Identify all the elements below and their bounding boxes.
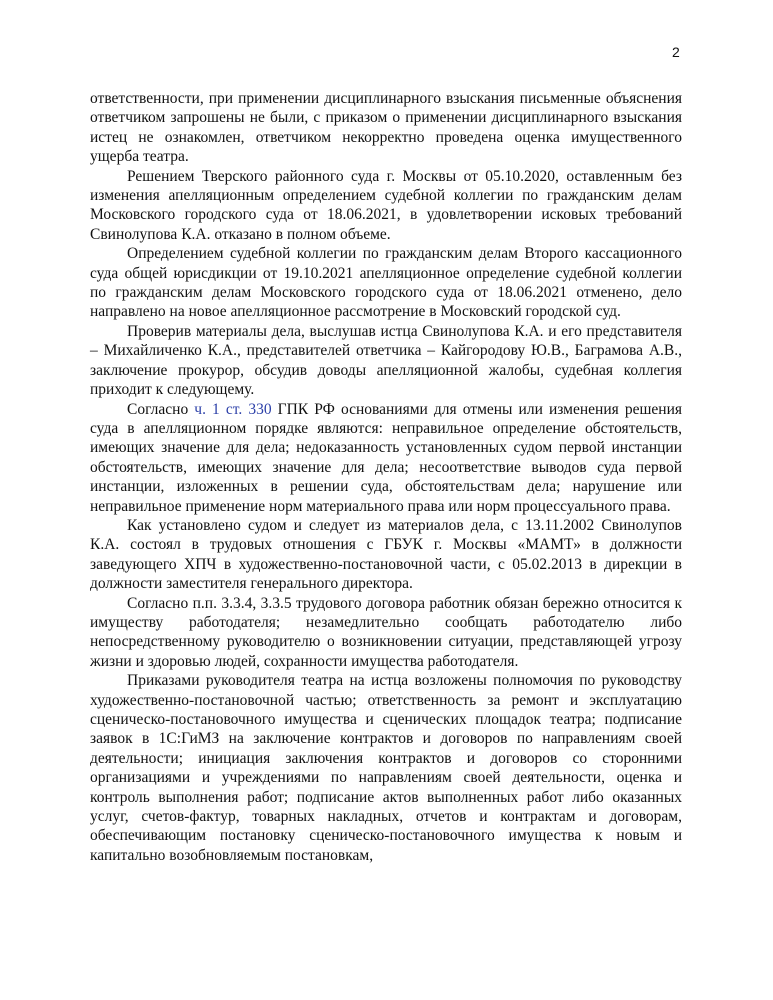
paragraph-cassation-ruling: Определением судебной коллегии по гражданским делам Второго кассационного суда общей юрисдикции от 19.10.2021 апелляционное определение судебной коллегии по гражданским делам Московского городского суда от 18.06.2021 отменено, дело направлено на новое апелляционное рассмотрение в Московский городской суд. bbox=[90, 245, 682, 321]
paragraph-contract-duties: Согласно п.п. 3.3.4, 3.3.5 трудового договора работник обязан бережно относится к имуществу работодателя; незамедлительно сообщать работодателю либо непосредственному руководителю о возникновении ситуации, представляющей угрозу жизни и здоровью людей, сохранности имущества работодателя. bbox=[90, 594, 682, 670]
paragraph-case-review: Проверив материалы дела, выслушав истца Свинолупова К.А. и его представителя – Михайличенко К.А., представителей ответчика – Кайгородову Ю.В., Баграмова А.В., заключение прокурор, обсудив доводы апелляционной жалобы, судебная коллегия приходит к следующему. bbox=[90, 322, 682, 399]
paragraph-appeal-grounds-start: Согласно bbox=[127, 400, 195, 418]
document-body bbox=[90, 89, 682, 865]
paragraph-appeal-grounds bbox=[90, 400, 682, 516]
paragraph-orders-powers: Приказами руководителя театра на истца возложены полномочия по руководству художественно-постановочной частью; ответственность за ремонт и эксплуатацию сценическо-постановочного имущества и сценических площадок театра; подписание заявок в 1С:ГиМЗ на заключение контрактов и договоров по направлениям своей деятельности; инициация заключения контрактов и договоров со сторонними организациями и учреждениями по направлениям своей деятельности, оценка и контроль выполнения работ; подписание актов выполненных работ либо оказанных услуг, счетов-фактур, товарных накладных, отчетов и контрактам и договорам, обеспечивающим постановку сценическо-постановочного имущества к новым и капитально возобновляемым постановкам, bbox=[90, 672, 682, 864]
paragraph-appeal-grounds-rest: ГПК РФ основаниями для отмены или изменения решения суда в апелляционном порядке являются: неправильное определение обстоятельств, имеющих значение для дела; недоказанность установленных судом первой инстанции обстоятельств, имеющих значение для дела; несоответствие выводов суда первой инстанции, изложенных в решении суда, обстоятельствам дела; нарушение или неправильное применение норм материального права или норм процессуального права. bbox=[90, 400, 682, 515]
paragraph-continuation: ответственности, при применении дисциплинарного взыскания письменные объяснения ответчиком запрошены не были, с приказом о применении дисциплинарного взыскания истец не ознакомлен, ответчиком некорректно проведена оценка имущественного ущерба театра. bbox=[90, 90, 682, 166]
law-article-link[interactable]: ч. 1 ст. 330 bbox=[194, 400, 272, 418]
paragraph-tver-court-decision: Решением Тверского районного суда г. Москвы от 05.10.2020, оставленным без изменения апелляционным определением судебной коллегии по гражданским делам Московского городского суда от 18.06.2021, в удовлетворении исковых требований Свинолупова К.А. отказано в полном объеме. bbox=[90, 167, 682, 243]
paragraph-employment-facts: Как установлено судом и следует из материалов дела, с 13.11.2002 Свинолупов К.А. состоял в трудовых отношения с ГБУК г. Москвы «МАМТ» в должности заведующего ХПЧ в художественно-постановочной части, с 05.02.2013 в дирекции в должности заместителя генерального директора. bbox=[90, 516, 682, 593]
page-number: 2 bbox=[672, 44, 680, 60]
